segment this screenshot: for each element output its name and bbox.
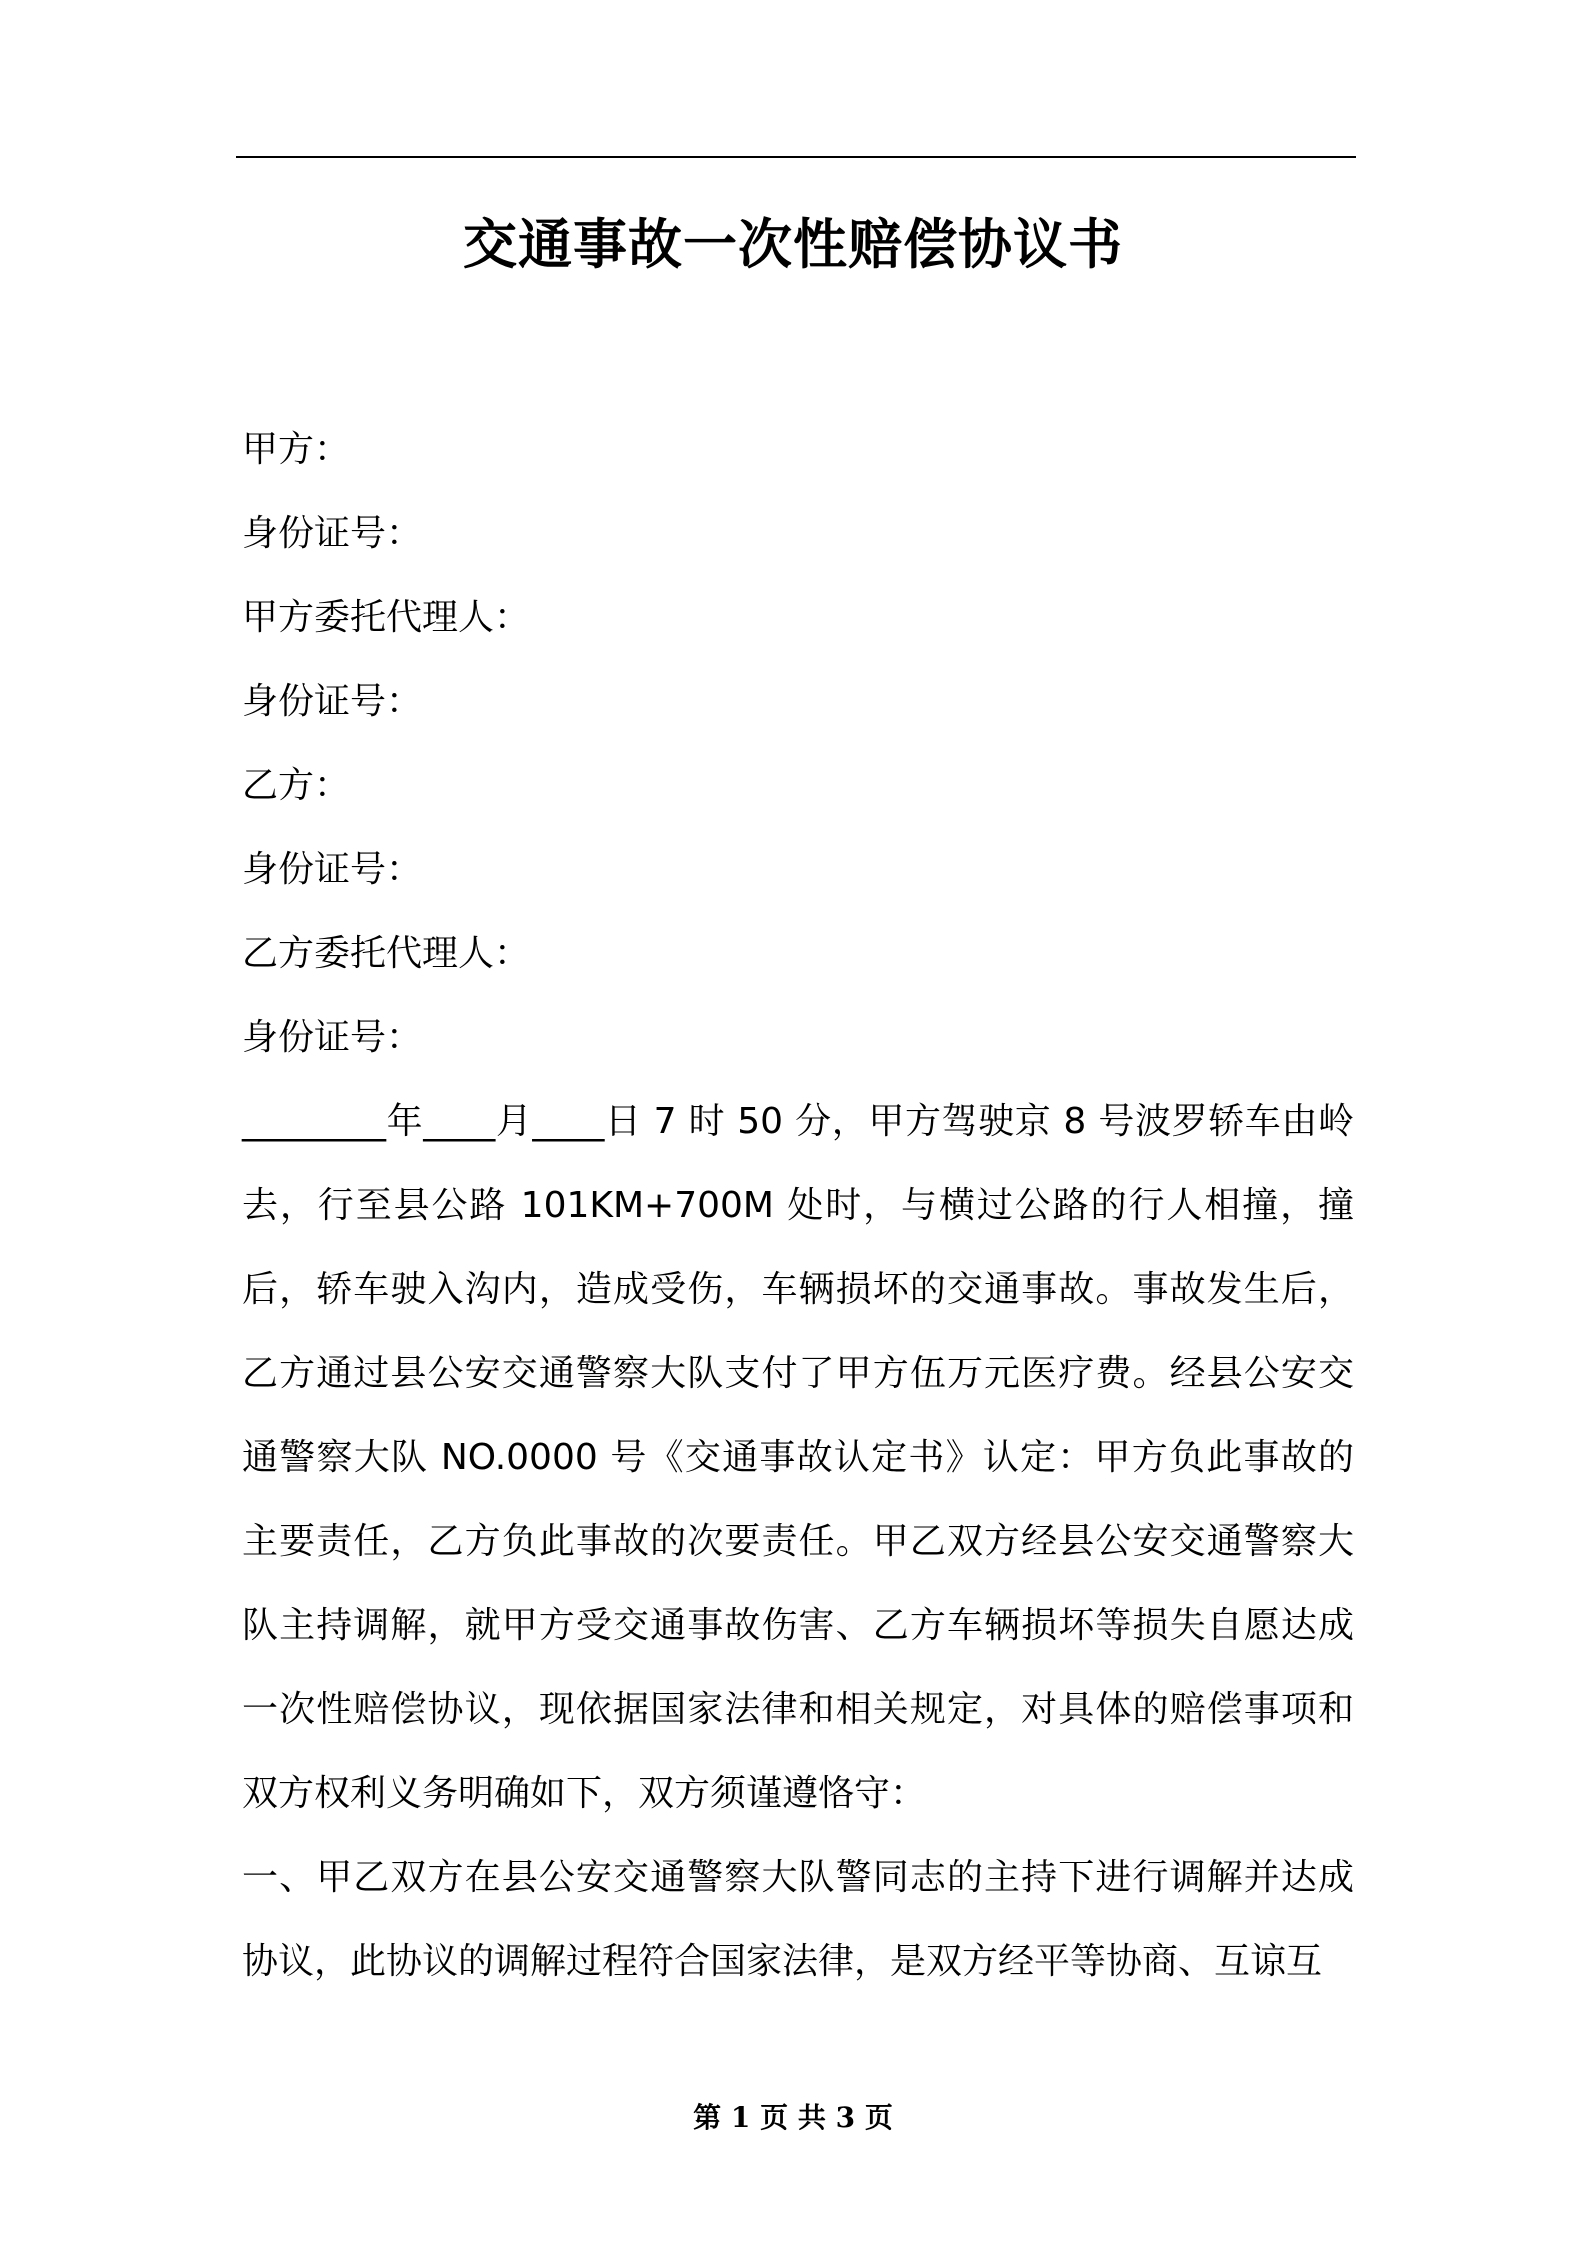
party-a-id-field: 身份证号： bbox=[242, 513, 423, 554]
party-a-field: 甲方： bbox=[242, 429, 351, 470]
header-rule bbox=[236, 156, 1356, 158]
party-b-agent-field: 乙方委托代理人： bbox=[242, 933, 531, 974]
document-body bbox=[242, 408, 1354, 2004]
party-b-field: 乙方： bbox=[242, 765, 351, 806]
document-title: 交通事故一次性赔偿协议书 bbox=[463, 213, 1123, 276]
party-b-id-field: 身份证号： bbox=[242, 849, 423, 890]
accident-description-paragraph: ________年____月____日 7 时 50 分，甲方驾驶京 8 号波罗轿车由岭去，行至县公路 101KM+700M 处时，与横过公路的行人相撞，撞后，轿车驶入沟内，造成受伤，车辆损坏的交通事故。事故发生后，乙方通过县公安交通警察大队支付了甲方伍万元医疗费。经县公安交通警察大队 NO.0000 号《交通事故认定书》认定：甲方负此事故的主要责任，乙方负此事故的次要责任。甲乙双方经县公安交通警察大队主持调解，就甲方受交通事故伤害、乙方车辆损坏等损失自愿达成一次性赔偿协议，现依据国家法律和相关规定，对具体的赔偿事项和双方权利义务明确如下，双方须谨遵恪守： bbox=[242, 1101, 1354, 1814]
party-b-agent-id-field: 身份证号： bbox=[242, 1017, 423, 1058]
page-indicator: 第 1 页 共 3 页 bbox=[693, 2101, 893, 2134]
clause-one-paragraph: 一、甲乙双方在县公安交通警察大队警同志的主持下进行调解并达成协议，此协议的调解过程符合国家法律，是双方经平等协商、互谅互 bbox=[242, 1857, 1354, 1982]
party-a-agent-field: 甲方委托代理人： bbox=[242, 597, 531, 638]
party-a-agent-id-field: 身份证号： bbox=[242, 681, 423, 722]
